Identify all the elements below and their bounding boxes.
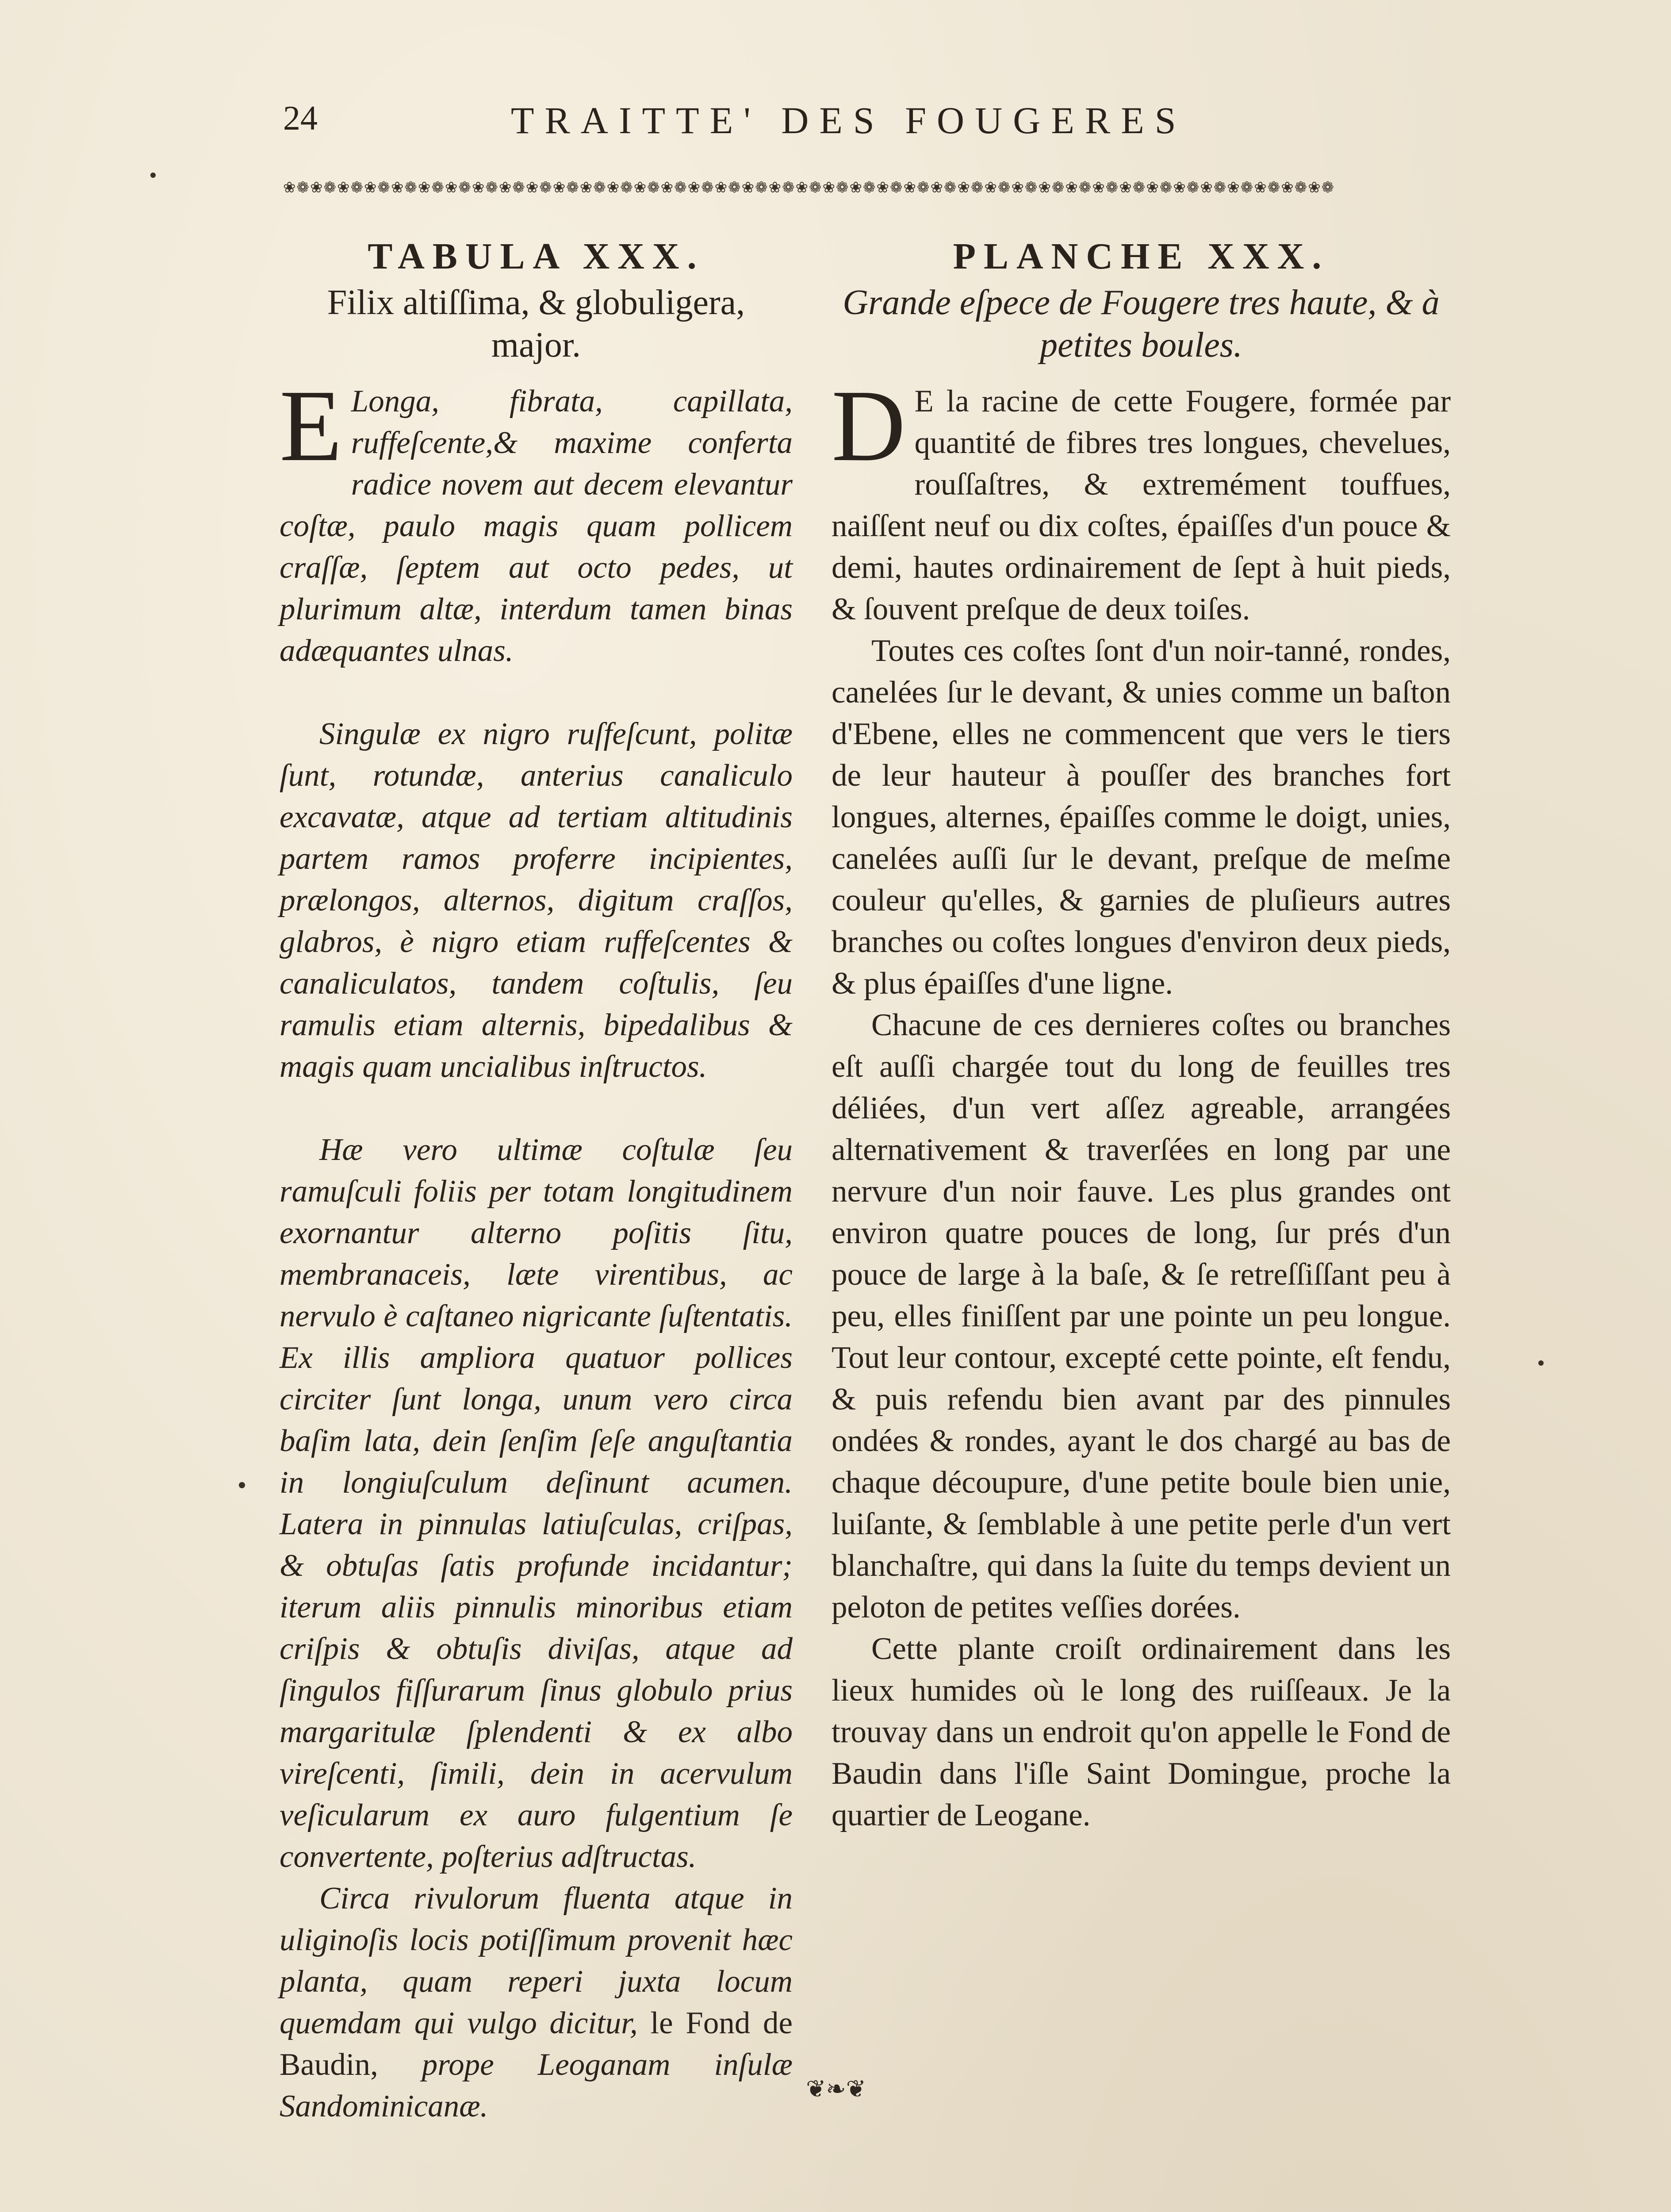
latin-paragraph-3: Hæ vero ultimæ coſtulæ ſeu ramuſculi foliis per totam longitudinem exornantur alterno poſitis ſitu, membranaceis, læte virentibus, ac nervulo è caſtaneo nigricante ſuſtentatis. Ex illis ampliora quatuor pollices circiter ſunt longa, unum vero circa baſim lata, dein ſenſim ſeſe anguſtantia in longiuſculum deſinunt acumen. Latera in pinnulas latiuſculas, criſpas, & obtuſas ſatis profunde incidantur; iterum aliis pinnulis minoribus etiam criſpis & obtuſis diviſas, atque ad ſingulos fiſſurarum ſinus globulo prius margaritulæ ſplendenti & ex albo vireſcenti, ſimili, dein in acervulum veſicularum ex auro fulgentium ſe convertente, poſterius adſtructas.	[280, 1133, 793, 1874]
page-number: 24	[283, 99, 318, 137]
french-paragraph-3: Chacune de ces dernieres coſtes ou branches eſt auſſi chargée tout du long de feuilles tres déliées, d'un vert aſſez agreable, arrangées alternativement & traverſées en long par une nervure d'un noir fauve. Les plus grandes ont environ quatre pouces de long, ſur prés d'un pouce de large à la baſe, & ſe retreſſiſſant peu à peu, elles finiſſent par une pointe un peu longue. Tout leur contour, excepté cette pointe, eſt fendu, & puis refendu bien avant par des pinnules ondées & rondes, ayant le dos chargé au bas de chaque découpure, d'une petite boule bien unie, luiſante, & ſemblable à une petite perle d'un vert blanchaſtre, qui dans la ſuite du temps devient un peloton de petites veſſies dorées.	[832, 1008, 1451, 1624]
latin-paragraph-2: Singulæ ex nigro ruſfeſcunt, politæ ſunt, rotundæ, anterius canaliculo excavatæ, atque ad tertiam altitudinis partem ramos proferre incipientes, prælongos, alternos, digitum craſſos, glabros, è nigro etiam ruffeſcentes & canaliculatos, tandem coſtulis, ſeu ramulis etiam alternis, bipedalibus & magis quam uncialibus inſtructos.	[280, 717, 793, 1084]
ornament-band: ❀❁❀❁❀❁❀❁❀❁❀❁❀❁❀❁❀❁❀❁❀❁❀❁❀❁❀❁❀❁❀❁❀❁❀❁❀❁❀❁❀❁❀❁❀❁❀❁❀❁❀❁❀❁❀❁❀❁❀❁❀❁❀❁❀❁❀❁❀❁❀❁❀❁❀❁❀❁	[283, 179, 1335, 196]
latin-column	[280, 234, 793, 2127]
latin-species-title: Filix altiſſima, & globuligera, major.	[327, 283, 745, 365]
french-paragraph-2: Toutes ces coſtes ſont d'un noir-tanné, rondes, canelées ſur le devant, & unies comme un baſton d'Ebene, elles ne commencent que vers le tiers de leur hauteur à pouſſer des branches fort longues, alternes, épaiſſes comme le doigt, unies, canelées auſſi ſur le devant, preſque de meſme couleur qu'elles, & garnies de pluſieurs autres branches ou coſtes longues d'environ deux pieds, & plus épaiſſes d'une ligne.	[832, 634, 1451, 1001]
french-paragraph	[832, 369, 1451, 630]
paper-speck	[150, 173, 156, 178]
french-species-title: Grande eſpece de Fougere tres haute, & à petites boules.	[843, 283, 1440, 365]
latin-dropcap: E	[280, 369, 342, 483]
french-column	[832, 234, 1451, 1836]
paper-speck	[239, 1482, 245, 1488]
french-plate-heading: PLANCHE XXX.	[953, 236, 1330, 277]
latin-paragraph-4c: prope Leoganam inſulæ Sandominicanæ.	[280, 2047, 793, 2124]
french-paragraph-1-text: E la racine de cette Fougere, formée par quantité de fibres tres longues, chevelues, rouſſaſtres, & extremément touffues, naiſſent neuf ou dix coſtes, épaiſſes d'un pouce & demi, hautes ordinairement de ſept à huit pieds, & ſouvent preſque de deux toiſes.	[832, 384, 1451, 626]
latin-paragraph-4a: Circa rivulorum fluenta atque in uliginoſis locis potiſſimum provenit hæc planta, quam reperi juxta locum quemdam qui vulgo dicitur,	[280, 1881, 793, 2040]
latin-place-name: le Fond de Baudin,	[280, 2006, 793, 2082]
paper-speck	[1538, 1360, 1544, 1366]
latin-paragraph	[280, 369, 793, 672]
latin-plate-heading: TABULA XXX.	[368, 236, 705, 277]
latin-paragraph-4	[280, 1878, 793, 2127]
tail-ornament: ❦❧❦	[806, 2075, 866, 2103]
french-dropcap: D	[832, 369, 906, 483]
running-head: TRAITTE' DES FOUGERES	[511, 99, 1187, 142]
french-paragraph-4: Cette plante croiſt ordinairement dans les lieux humides où le long des ruiſſeaux. Je la trouvay dans un endroit qu'on appelle le Fond de Baudin dans l'iſle Saint Domingue, proche la quartier de Leogane.	[832, 1632, 1451, 1832]
latin-paragraph-1-text: Longa, fibrata, capillata, ruffeſcente,& maxime conferta radice novem aut decem elevantur coſtæ, paulo magis quam pollicem craſſæ, ſeptem aut octo pedes, ut plurimum altæ, interdum tamen binas adæquantes ulnas.	[280, 384, 793, 668]
